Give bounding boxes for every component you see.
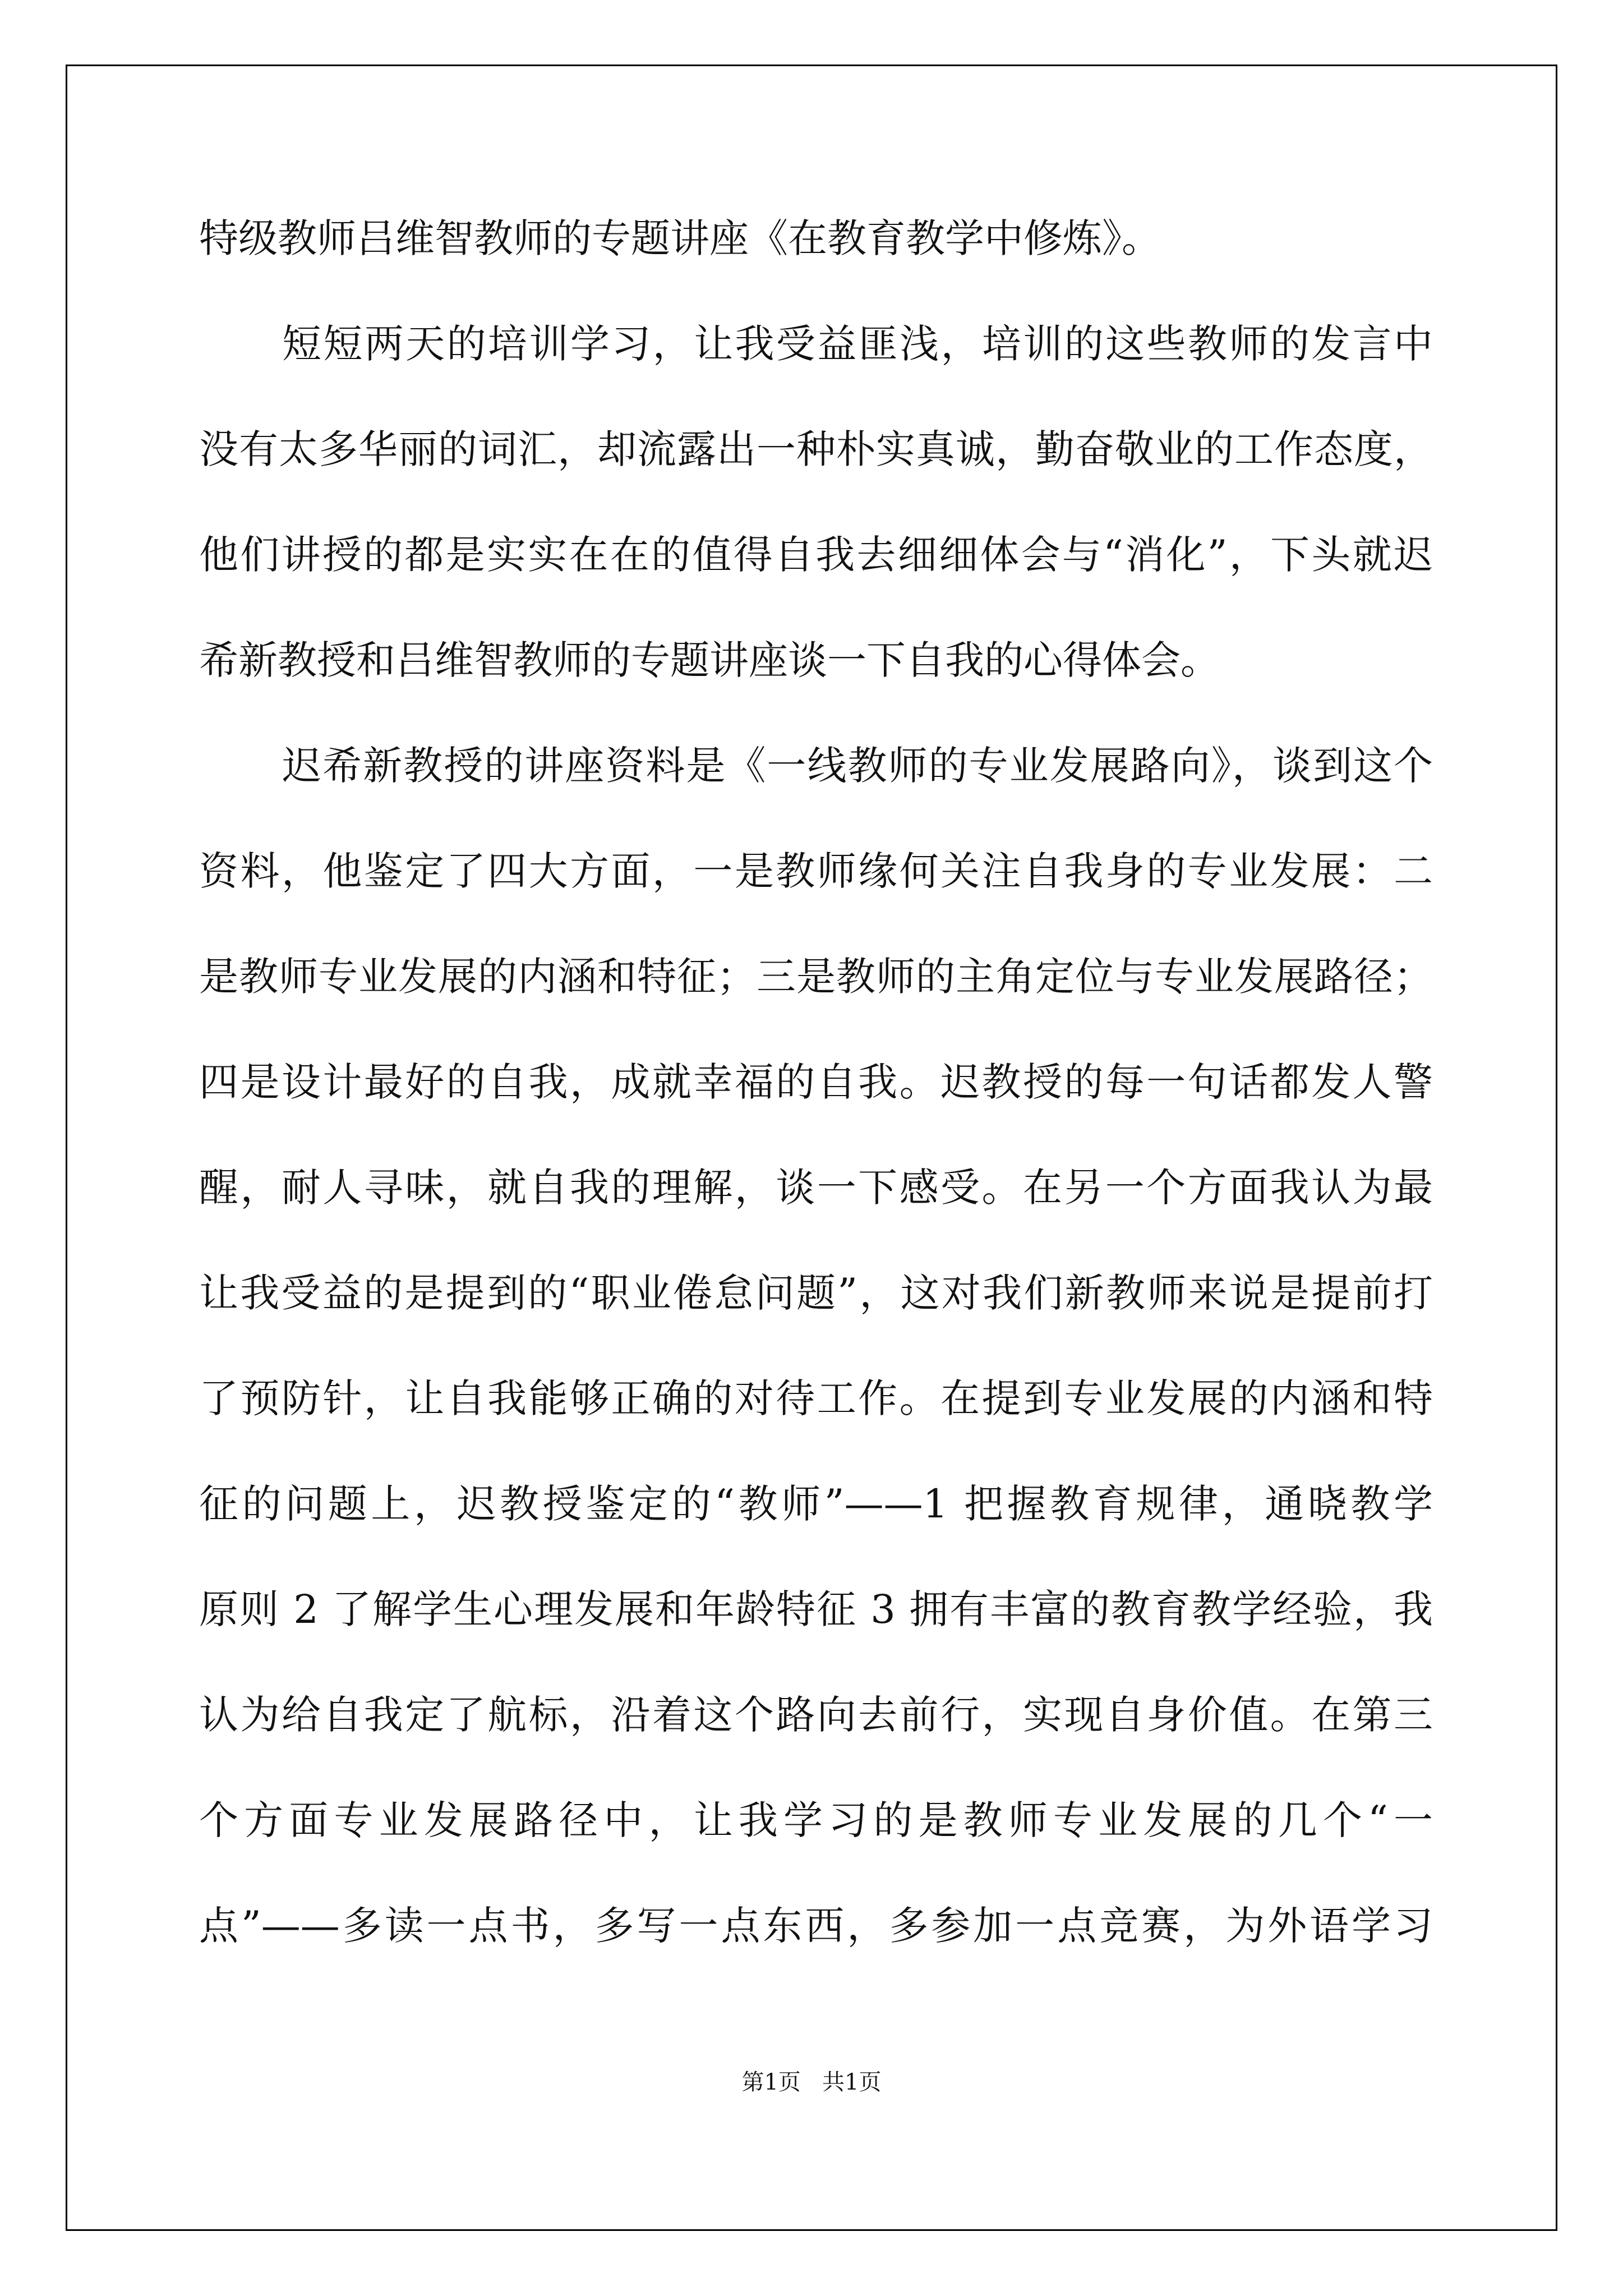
text-line: 迟希新教授的讲座资料是《一线教师的专业发展路向》，谈到这个 [282,743,1433,789]
text-line: 原则 2 了解学生心理发展和年龄特征 3 拥有丰富的教育教学经验，我 [199,1586,1433,1632]
text-line: 征的问题上，迟教授鉴定的“教师”——1 把握教育规律，通晓教学 [199,1481,1433,1527]
text-line: 是教师专业发展的内涵和特征；三是教师的主角定位与专业发展路径； [199,954,1433,1000]
text-line: 认为给自我定了航标，沿着这个路向去前行，实现自身价值。在第三 [199,1692,1433,1738]
text-line: 短短两天的培训学习，让我受益匪浅，培训的这些教师的发言中 [282,321,1433,367]
text-line: 让我受益的是提到的“职业倦怠问题”，这对我们新教师来说是提前打 [199,1270,1433,1316]
text-line: 了预防针，让自我能够正确的对待工作。在提到专业发展的内涵和特 [199,1375,1433,1421]
text-line: 点”——多读一点书，多写一点东西，多参加一点竞赛，为外语学习 [199,1903,1433,1949]
text-line: 醒，耐人寻味，就自我的理解，谈一下感受。在另一个方面我认为最 [199,1165,1433,1211]
text-line: 他们讲授的都是实实在在的值得自我去细细体会与“消化”，下头就迟 [199,532,1433,578]
text-line: 希新教授和吕维智教师的专题讲座谈一下自我的心得体会。 [199,637,1220,683]
page-footer: 第1页 共1页 [741,2069,882,2095]
text-line: 特级教师吕维智教师的专题讲座《在教育教学中修炼》。 [199,215,1161,261]
text-line: 个方面专业发展路径中，让我学习的是教师专业发展的几个“一 [199,1797,1433,1843]
text-line: 四是设计最好的自我，成就幸福的自我。迟教授的每一句话都发人警 [199,1059,1433,1105]
text-line: 没有太多华丽的词汇，却流露出一种朴实真诚，勤奋敬业的工作态度， [199,426,1433,472]
text-line: 资料，他鉴定了四大方面，一是教师缘何关注自我身的专业发展：二 [199,848,1433,894]
